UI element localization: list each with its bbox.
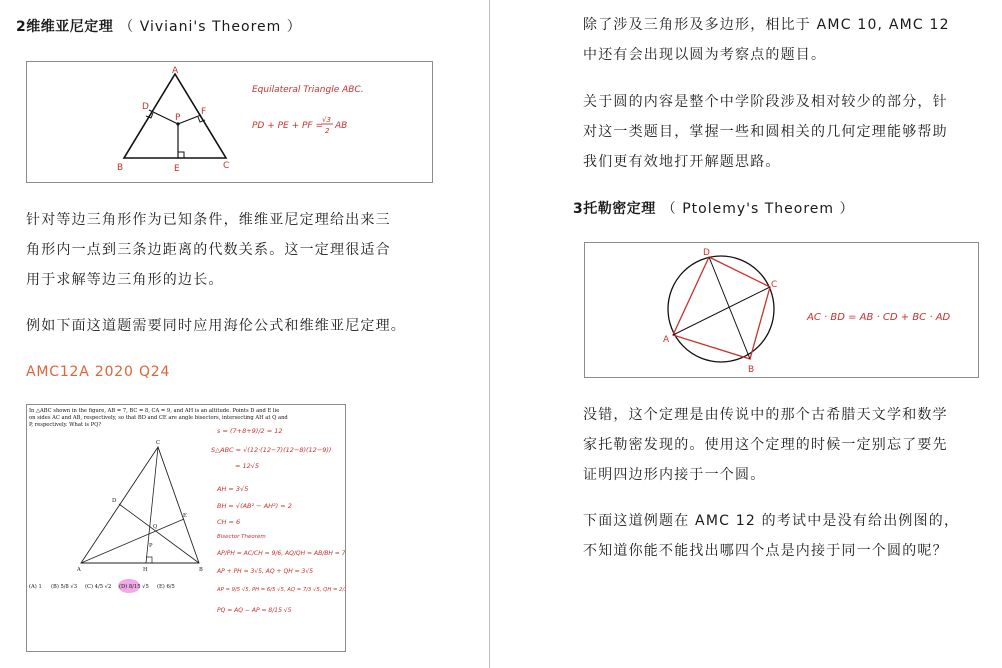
circle-importance	[583, 87, 948, 177]
heading-number: 3	[573, 201, 584, 217]
choice-d: (D) 8/15 √5	[119, 584, 149, 590]
vertex-label-d: D	[142, 102, 149, 112]
point-label-a: A	[77, 567, 81, 573]
text-line: 例如下面这道题需要同时应用海伦公式和维维亚尼定理。	[26, 318, 406, 334]
ptolemy-diagram	[585, 243, 978, 377]
text-line: 下面这道例题在 AMC 12 的考试中是没有给出例图的，	[583, 513, 960, 529]
note-tail: AB	[335, 121, 348, 131]
vertex-label-a: A	[172, 66, 179, 76]
work-line: Bisector Theorem	[217, 534, 266, 540]
problem-statement-line: P, respectively. What is PQ?	[29, 422, 102, 428]
work-line: BH = √(AB² − AH²) = 2	[217, 502, 292, 510]
text-line: 不知道你能不能找出哪四个点是内接于同一个圆的呢？	[583, 543, 948, 559]
text-line: 对这一类题目，掌握一些和圆相关的几何定理能够帮助	[583, 124, 948, 140]
vertex-label-b: B	[748, 365, 755, 375]
vertex-label-b: B	[117, 163, 124, 173]
text-line: 证明四边形内接于一个圆。	[583, 467, 766, 483]
vertex-label-f: F	[201, 107, 207, 117]
work-line: AP = 9/5 √5, PH = 6/5 √5, AQ = 7/3 √5, QH = 2/3 √5	[217, 587, 345, 593]
text-line: 关于圆的内容是整个中学阶段涉及相对较少的部分，针	[583, 94, 948, 110]
note-line-1: Equilateral Triangle ABC.	[252, 85, 364, 95]
text-line: 中还有会出现以圆为考察点的题目。	[583, 47, 827, 63]
right-page	[493, 0, 1002, 668]
choice-a: (A) 1	[29, 584, 42, 590]
ptolemy-example-intro	[583, 506, 959, 566]
circle-intro	[583, 10, 950, 70]
work-line: PQ = AQ − AP = 8/15 √5	[217, 607, 292, 614]
amc-problem-figure	[26, 404, 346, 652]
text-line: 用于求解等边三角形的边长。	[26, 272, 224, 288]
work-line: s = (7+8+9)/2 = 12	[217, 427, 283, 435]
viviani-explanation	[26, 205, 391, 295]
viviani-diagram	[27, 62, 432, 182]
left-page	[0, 0, 492, 668]
viviani-figure	[26, 61, 433, 183]
text-line: 没错，这个定理是由传说中的那个古希腊天文学和数学	[583, 407, 948, 423]
vertex-label-c: C	[771, 280, 778, 290]
text-line: 我们更有效地打开解题思路。	[583, 154, 781, 170]
vertex-label-a: A	[663, 335, 670, 345]
point-label-p: P	[149, 543, 153, 549]
text-line: 角形内一点到三条边距离的代数关系。这一定理很适合	[26, 242, 391, 258]
work-line: AP/PH = AC/CH = 9/6, AQ/QH = AB/BH = 7/2	[217, 550, 345, 557]
problem-statement-line: In △ABC shown in the figure, AB = 7, BC = 8, CA = 9, and AH is an altitude. Points D and E lie	[29, 408, 280, 414]
section-heading-viviani	[16, 16, 302, 36]
text-line: 针对等边三角形作为已知条件，维维亚尼定理给出来三	[26, 212, 391, 228]
note-line-2: PD + PE + PF =	[252, 121, 324, 131]
heading-title: 托勒密定理	[583, 201, 656, 217]
heading-number: 2	[16, 19, 27, 35]
ptolemy-formula: AC · BD = AB · CD + BC · AD	[807, 312, 951, 323]
text-line: 除了涉及三角形及多边形，相比于 AMC 10, AMC 12	[583, 17, 950, 33]
work-line: CH = 6	[217, 518, 241, 526]
choice-c: (C) 4/5 √2	[85, 584, 112, 590]
problem-title: AMC12A 2020 Q24	[26, 364, 171, 380]
viviani-example-intro	[26, 311, 406, 341]
choice-e: (E) 6/5	[157, 584, 175, 590]
note-fraction-bottom: 2	[325, 127, 330, 135]
point-label-d: D	[112, 498, 117, 504]
point-label-c: C	[156, 440, 160, 446]
work-line: = 12√5	[235, 462, 260, 470]
ptolemy-explanation	[583, 400, 948, 490]
note-fraction-top: √3	[322, 116, 331, 124]
problem-statement-line: on sides AC and AB, respectively, so that BD and CE are angle bisectors, intersecting AH at Q and	[29, 415, 288, 421]
vertex-label-p: P	[175, 113, 181, 123]
heading-english: （ Viviani's Theorem ）	[119, 19, 302, 35]
choice-b: (B) 5/8 √3	[51, 584, 78, 590]
point-label-e: E	[183, 513, 187, 519]
work-line: AH = 3√5	[217, 485, 249, 493]
ptolemy-figure	[584, 242, 979, 378]
vertex-label-e: E	[174, 164, 180, 174]
vertex-label-c: C	[223, 161, 230, 171]
amc-problem-diagram	[27, 405, 345, 651]
work-line: AP + PH = 3√5, AQ + QH = 3√5	[217, 568, 314, 575]
vertex-label-d: D	[703, 248, 710, 258]
heading-title: 维维亚尼定理	[26, 19, 114, 35]
point-label-q: Q	[153, 524, 158, 530]
point-label-b: B	[199, 567, 203, 573]
text-line: 家托勒密发现的。使用这个定理的时候一定别忘了要先	[583, 437, 948, 453]
work-line: S△ABC = √(12·(12−7)(12−8)(12−9))	[211, 446, 332, 454]
heading-english: （ Ptolemy's Theorem ）	[661, 201, 855, 217]
section-heading-ptolemy	[573, 198, 854, 218]
point-label-h: H	[143, 567, 148, 573]
